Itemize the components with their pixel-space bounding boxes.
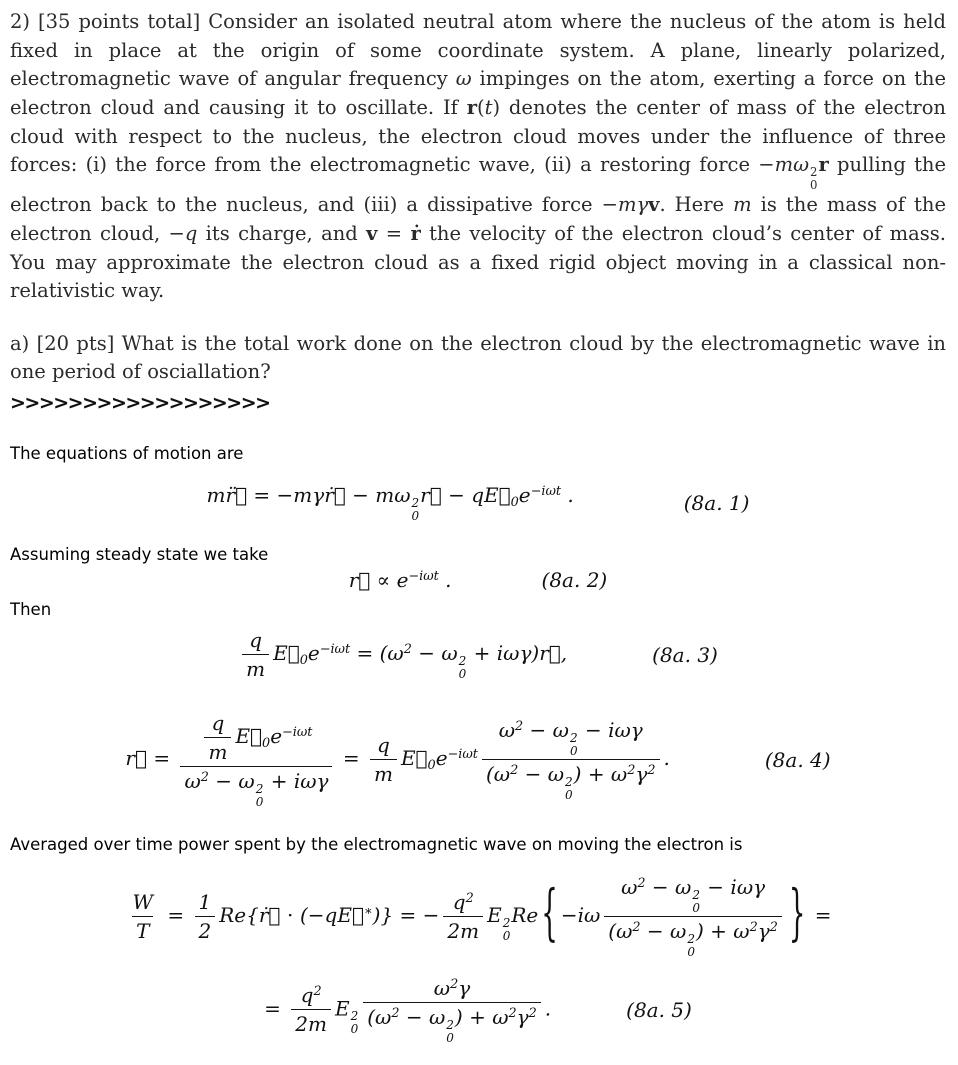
equation-8a5 (10, 975, 946, 1045)
fraction (291, 982, 331, 1037)
text-run: ) + ω (696, 918, 750, 943)
text-run: − ω (208, 769, 255, 794)
text-run: . (544, 996, 552, 1021)
equation-8a3-number: (8a. 3) (652, 642, 718, 667)
text-run: q (184, 221, 198, 245)
fraction-numerator (495, 717, 647, 759)
text-run: )} = − (372, 902, 440, 927)
fraction-numerator (297, 982, 326, 1009)
superscript: 2 (632, 919, 641, 935)
fraction-denominator (291, 1009, 331, 1037)
superscript: −iωt (319, 642, 351, 658)
text-run: q (300, 983, 314, 1008)
fraction (443, 889, 483, 944)
superscript: 2 (515, 719, 524, 735)
equation-8a1 (10, 483, 946, 523)
text-run: (ω (608, 918, 633, 943)
equation-8a2-number: (8a. 2) (541, 568, 608, 593)
text-run: T (136, 918, 150, 943)
text-run: γ (516, 1004, 529, 1029)
superscript: 2 (647, 763, 656, 779)
text-run: mr̈⃗ = −mγṙ⃗ − mω (206, 483, 411, 508)
text-run: (ω (367, 1004, 392, 1029)
fraction (370, 732, 397, 787)
superscript: ∗ (363, 903, 373, 919)
text-run: ω (498, 718, 516, 743)
stacked-scripts: 2 0 (446, 1017, 454, 1045)
text-run: γ (458, 975, 471, 1000)
text-run: its charge, and (197, 221, 367, 245)
text-run: Re (511, 902, 539, 927)
fraction-numerator (373, 732, 394, 759)
text-run: 1 (198, 889, 212, 914)
text-run: m (208, 740, 228, 765)
stacked-scripts: 2 0 (692, 888, 700, 915)
fraction (604, 874, 782, 959)
text-run: r⃗ = (125, 746, 177, 771)
part-a-question (10, 330, 946, 387)
fraction-denominator (443, 916, 483, 944)
fraction-denominator (242, 654, 269, 682)
fraction (195, 889, 216, 944)
fraction (180, 710, 332, 809)
equation-8a5-content (264, 975, 551, 1045)
text-run: − ω (399, 1004, 446, 1029)
text-run: − ω (411, 641, 458, 666)
text-run: ω (433, 975, 451, 1000)
fraction-denominator (604, 916, 782, 959)
superscript: 2 (637, 875, 646, 891)
text-run: m (733, 193, 752, 217)
superscript: 2 (510, 763, 519, 779)
solution-averaged-text: Averaged over time power spent by the electromagnetic wave on moving the electron is (10, 835, 743, 855)
text-run: ω (621, 875, 638, 900)
text-run: − (168, 221, 185, 245)
superscript: 2 (508, 1005, 517, 1021)
text-run: E⃗ (400, 746, 428, 771)
superscript: 2 (465, 890, 474, 906)
text-run: t (484, 95, 493, 119)
text-run: impinges on the atom, exerting a force on the electron cloud and causing it to oscillate. If (10, 67, 947, 119)
text-run: v (648, 193, 660, 217)
text-run: − iωγ (700, 875, 766, 900)
fraction-numerator (430, 975, 474, 1002)
big-brace: { (541, 878, 558, 950)
superscript: 2 (391, 1005, 400, 1021)
text-run: r⃗ − qE⃗ (420, 483, 511, 508)
text-run: ṙ (410, 221, 421, 245)
text-run: 2) [35 points total] Consider an isolated neutral atom where the nucleus of the atom is held fixed in place at the origin of some coordinate system. A plane, linearly polarized, electromagnetic wave of angular frequency (10, 10, 946, 91)
equation-power (10, 874, 946, 959)
stacked-scripts: 2 0 (687, 931, 695, 959)
text-run: 2m (447, 918, 480, 943)
superscript: 2 (200, 770, 209, 786)
big-brace: } (788, 878, 806, 950)
superscript: 2 (403, 642, 412, 658)
equation-8a2 (10, 568, 946, 592)
fraction (204, 710, 231, 765)
subscript: 0 (299, 652, 308, 668)
text-run: . (561, 483, 574, 508)
text-run: 2m (295, 1012, 327, 1037)
text-run: mω (774, 153, 810, 177)
fraction (482, 717, 660, 802)
text-run: = (808, 902, 832, 927)
text-run: ω (184, 769, 201, 794)
text-run: γ (635, 762, 648, 787)
superscript: 2 (769, 919, 778, 935)
equation-8a1-number: (8a. 1) (683, 491, 750, 516)
fraction-numerator (208, 710, 229, 737)
fraction-denominator (363, 1002, 541, 1045)
stacked-scripts: 2 0 (569, 731, 578, 759)
fraction-numerator (449, 889, 478, 916)
text-run: r (466, 95, 478, 119)
stacked-scripts: 2 0 (350, 1009, 359, 1037)
stacked-scripts: 2 0 (255, 782, 264, 810)
equation-power-content (124, 874, 831, 959)
text-run: − ω (645, 875, 692, 900)
equation-8a4-content (125, 710, 669, 809)
stacked-scripts: 2 0 (411, 496, 420, 524)
text-run: q (452, 889, 466, 914)
text-run: Re{ṙ⃗ ⋅ (−qE⃗ (219, 902, 364, 927)
text-run: = (377, 221, 411, 245)
subscript: 0 (510, 494, 519, 510)
fraction (128, 889, 157, 944)
equation-8a5-number: (8a. 5) (626, 997, 692, 1022)
superscript: 2 (450, 976, 459, 992)
superscript: 2 (528, 1005, 537, 1021)
stacked-scripts: 2 0 (565, 775, 573, 803)
text-run: e (518, 483, 531, 508)
text-run: + iωγ)r⃗, (467, 641, 568, 666)
subscript: 0 (427, 757, 436, 773)
text-run: ) denotes the center of mass of the electron cloud with respect to the nucleus, the electron cloud moves under the influence of three forces: (i) the force from the electromagnetic wave, (ii) a restoring force (10, 95, 946, 177)
fraction-denominator (195, 916, 216, 944)
solution-assume-text: Assuming steady state we take (10, 545, 269, 565)
solution-then-text: Then (10, 600, 52, 620)
text-run: e (270, 724, 283, 749)
text-run: γ (757, 918, 770, 943)
fraction-numerator (617, 874, 769, 916)
equation-8a3-content (238, 627, 567, 682)
equation-8a2-content (349, 568, 452, 592)
superscript: −iωt (408, 569, 439, 585)
text-run: q (249, 628, 263, 653)
text-run: m (246, 657, 266, 682)
fraction-numerator (195, 889, 216, 916)
text-run: v (366, 221, 378, 245)
text-run: E (334, 996, 350, 1021)
fraction-numerator (196, 710, 316, 766)
text-run: ) + ω (454, 1004, 509, 1029)
text-run: ω (455, 67, 472, 91)
stacked-scripts: 2 0 (458, 654, 467, 682)
stacked-scripts: 2 0 (810, 164, 818, 192)
text-run: q (211, 711, 225, 736)
text-run: − iωγ (578, 718, 643, 743)
fraction-denominator (204, 737, 231, 765)
text-run: . Here (659, 193, 734, 217)
superscript: −iωt (447, 747, 478, 763)
fraction-denominator (482, 759, 660, 802)
superscript: −iωt (530, 484, 562, 500)
text-run: mγ (617, 193, 649, 217)
fraction-denominator (132, 916, 153, 944)
text-run: − ω (640, 918, 687, 943)
equation-8a4-number: (8a. 4) (764, 747, 831, 772)
text-run: = (336, 746, 366, 771)
fraction-numerator (245, 627, 266, 654)
subscript: 0 (262, 735, 271, 751)
text-run: ) + ω (573, 762, 628, 787)
superscript: 2 (627, 763, 636, 779)
text-run: q (377, 733, 390, 758)
text-run: pulling the electron back to the nucleus, and (iii) a dissipative force (10, 153, 946, 217)
superscript: 2 (313, 984, 322, 1000)
solution-separator: >>>>>>>>>>>>>>>>>> (10, 392, 270, 415)
text-run: − (601, 193, 618, 217)
text-run: is the mass of the electron cloud, (10, 193, 946, 245)
text-run: (ω (485, 762, 511, 787)
text-run: ( (477, 95, 485, 119)
text-run: 2 (198, 918, 212, 943)
superscript: −iωt (282, 725, 313, 741)
text-run: − ω (523, 718, 569, 743)
fraction (363, 975, 541, 1045)
text-run: −iω (560, 902, 601, 927)
fraction-denominator (180, 766, 332, 809)
text-run: . (663, 746, 670, 771)
equation-8a3 (10, 627, 946, 682)
fraction-numerator (128, 889, 157, 916)
equation-8a1-content (207, 483, 574, 523)
fraction-denominator (370, 759, 397, 787)
text-run: E⃗ (273, 641, 300, 666)
text-run: r (818, 153, 829, 177)
solution-intro-text: The equations of motion are (10, 444, 244, 464)
text-run: m (373, 762, 393, 787)
fraction (242, 627, 269, 682)
text-run: e (307, 641, 320, 666)
problem-statement (10, 8, 946, 306)
text-run: = (ω (350, 641, 404, 666)
text-run: E⃗ (235, 724, 263, 749)
text-run: a) [20 pts] What is the total work done on the electron cloud by the electromagnetic wave in one period of osciallation? (10, 331, 946, 384)
text-run: + iωγ (264, 769, 329, 794)
text-run: W (132, 889, 154, 914)
superscript: 2 (749, 919, 758, 935)
text-run: − (758, 153, 775, 177)
text-run: the velocity of the electron cloud’s center of mass. You may approximate the electron cloud as a fixed rigid object moving in a classical non-relativistic way. (10, 221, 946, 303)
text-run: e (435, 746, 448, 771)
text-run: = (161, 902, 191, 927)
text-run: − ω (518, 762, 565, 787)
stacked-scripts: 2 0 (502, 915, 511, 943)
text-run: = (264, 996, 288, 1021)
text-run: E (487, 902, 502, 927)
text-run: . (438, 568, 452, 593)
text-run: r⃗ ∝ e (348, 568, 409, 593)
equation-8a4 (10, 710, 946, 809)
